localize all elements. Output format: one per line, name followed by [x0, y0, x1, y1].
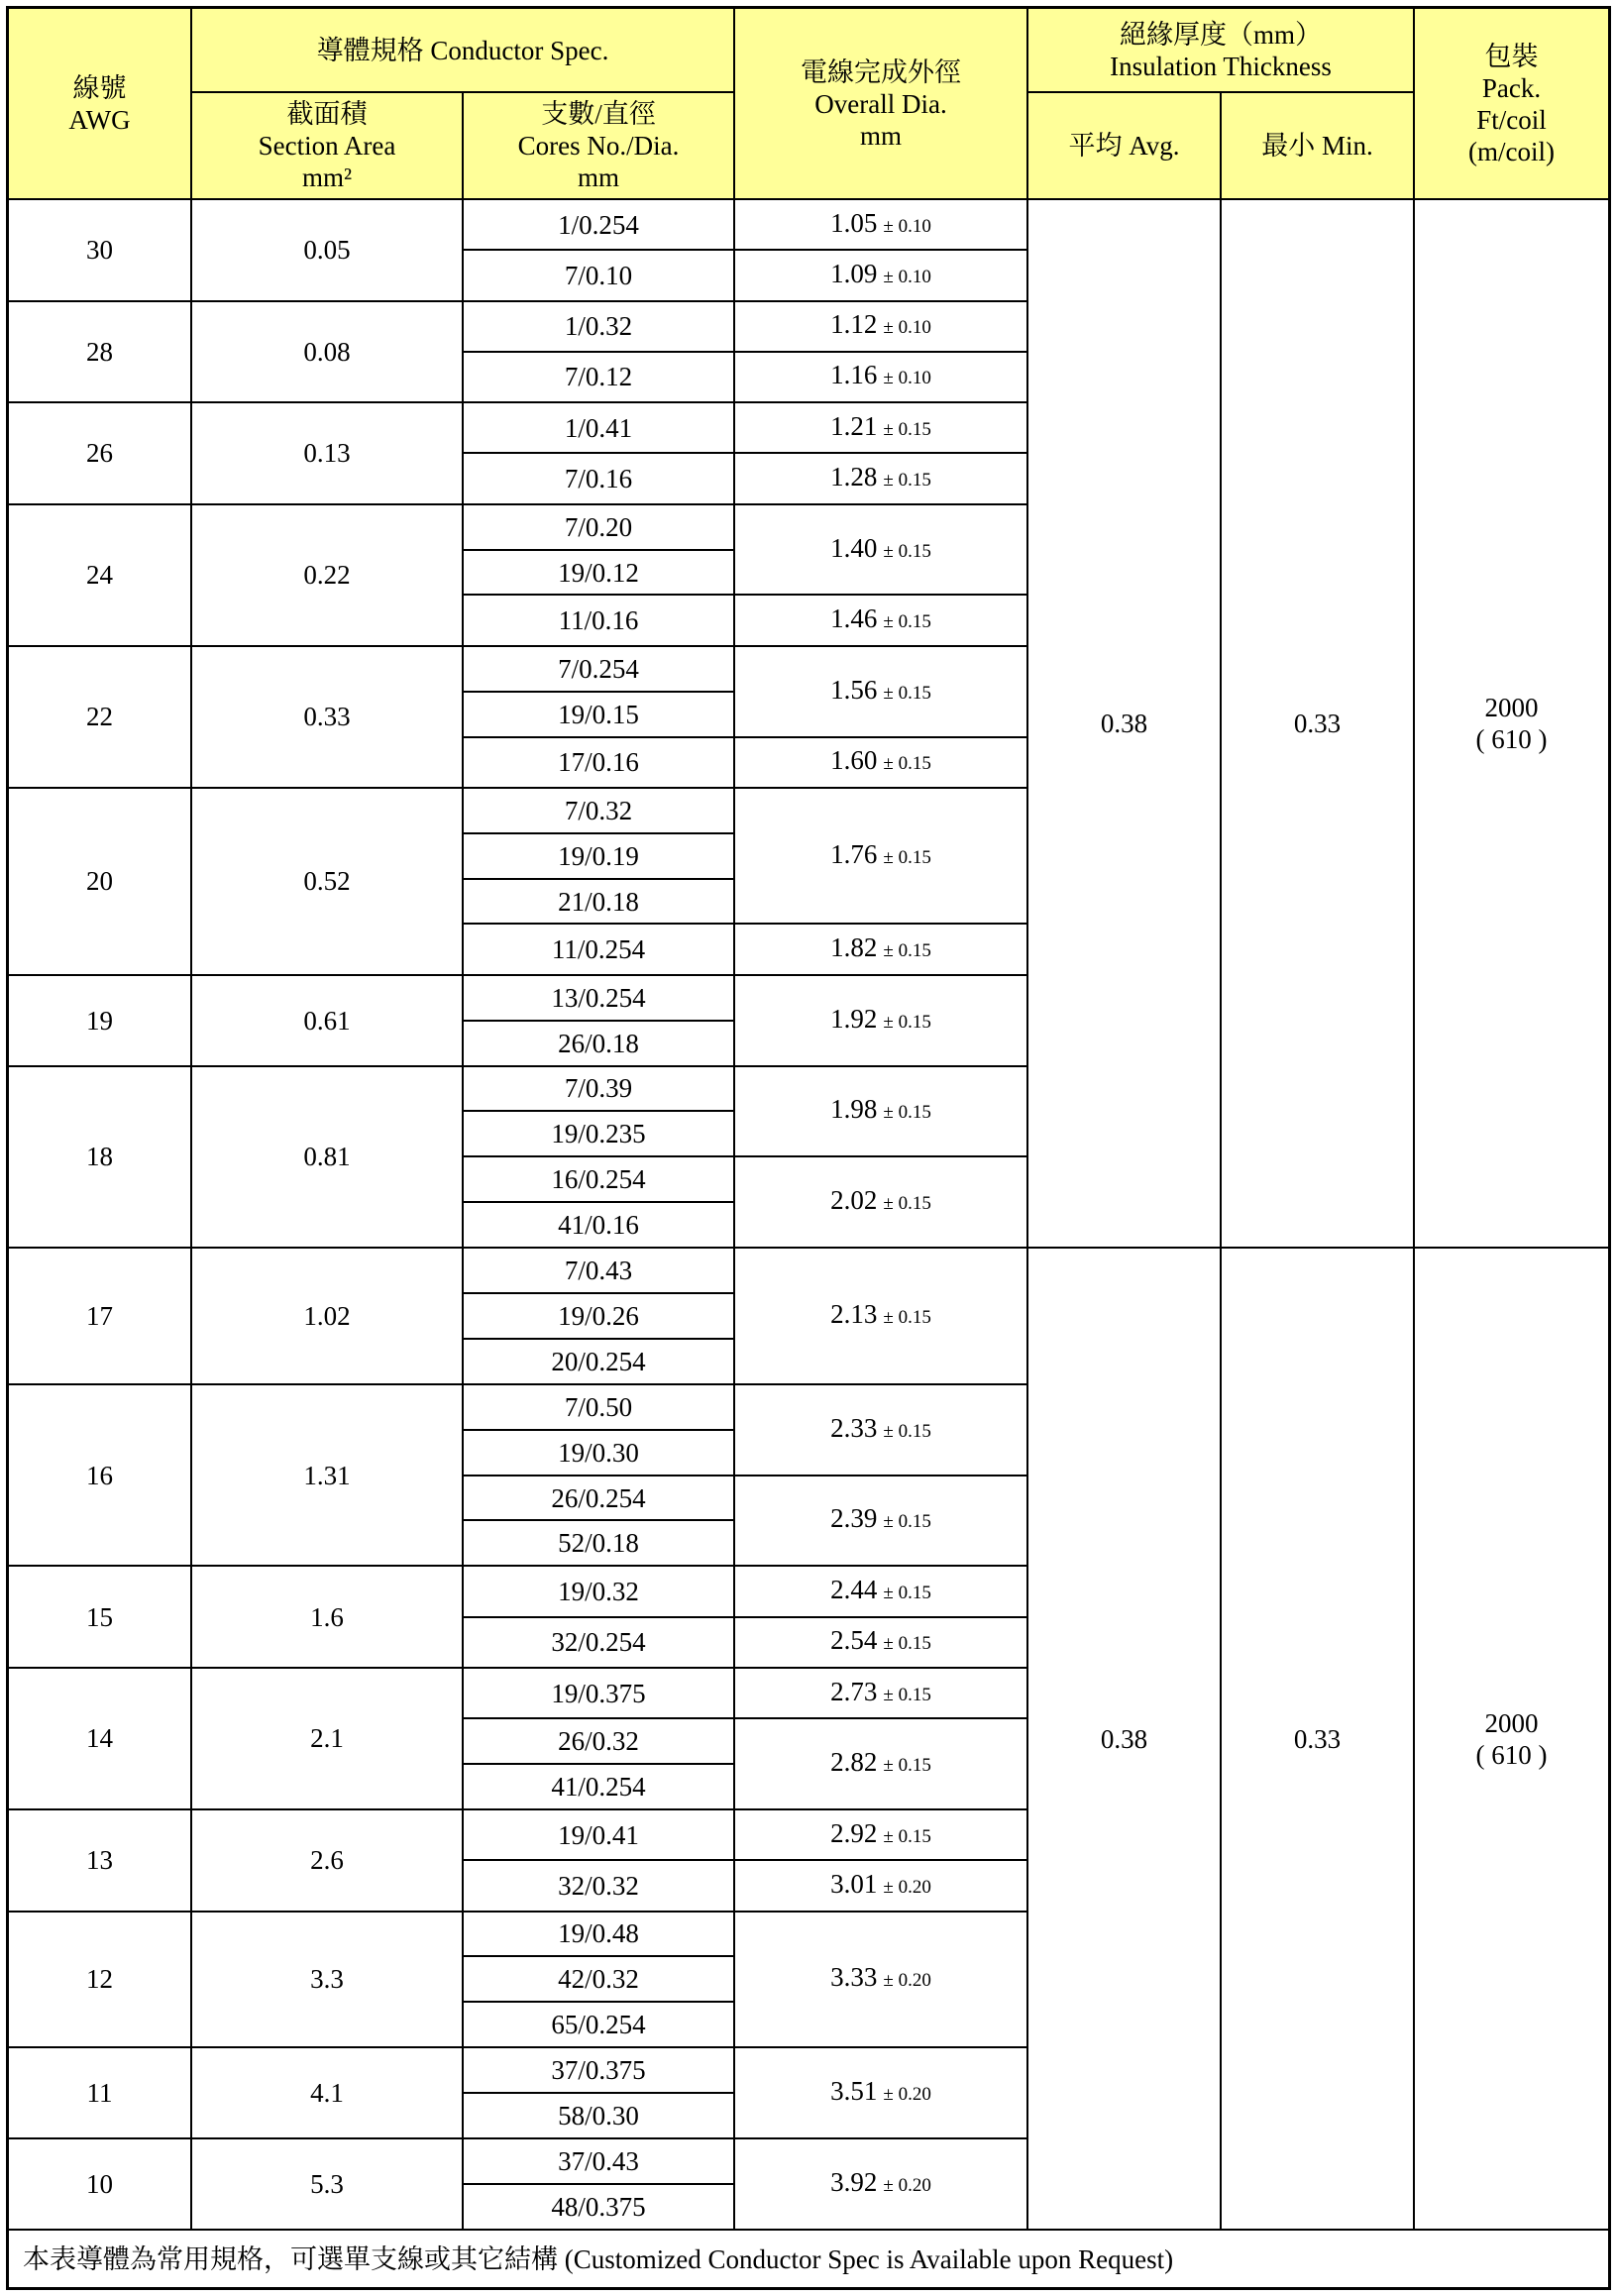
- awg-cell: 20: [9, 788, 191, 975]
- overall-dia-cell: [734, 788, 1027, 925]
- dia-value: 1.16: [830, 360, 878, 390]
- pack-line: 2000: [1484, 1707, 1539, 1738]
- overall-dia-cell: [734, 2138, 1027, 2230]
- dia-tolerance: ± 0.15: [883, 1633, 931, 1655]
- dia-value: 2.02: [830, 1185, 878, 1216]
- dia-tolerance: ± 0.10: [883, 266, 931, 287]
- dia-value: 3.92: [830, 2166, 878, 2197]
- dia-value: 1.05: [830, 207, 878, 238]
- spec-sheet: [6, 6, 1611, 2290]
- cores-cell: 42/0.32: [463, 1956, 734, 2002]
- overall-dia-cell: [734, 1912, 1027, 2048]
- cores-cell: 37/0.375: [463, 2047, 734, 2093]
- dia-tolerance: ± 0.10: [883, 368, 931, 389]
- dia-value: 1.12: [830, 309, 878, 340]
- overall-dia-cell: [734, 199, 1027, 250]
- section-area-cell: 0.33: [191, 646, 463, 788]
- dia-value: 1.40: [830, 532, 878, 563]
- cores-cell: 32/0.254: [463, 1617, 734, 1668]
- section-area-cell: 0.81: [191, 1066, 463, 1249]
- dia-tolerance: ± 0.15: [883, 846, 931, 868]
- header-cores: 支數/直徑 Cores No./Dia. mm: [463, 92, 734, 199]
- dia-tolerance: ± 0.15: [883, 540, 931, 562]
- overall-dia-cell: [734, 352, 1027, 402]
- cores-cell: 19/0.30: [463, 1430, 734, 1476]
- overall-dia-cell: [734, 301, 1027, 352]
- dia-tolerance: ± 0.20: [883, 2084, 931, 2106]
- cores-cell: 21/0.18: [463, 879, 734, 925]
- cores-cell: 1/0.41: [463, 402, 734, 453]
- awg-cell: 11: [9, 2047, 191, 2138]
- pack-line: ( 610 ): [1475, 1739, 1548, 1770]
- overall-dia-cell: [734, 1566, 1027, 1616]
- dia-tolerance: ± 0.15: [883, 611, 931, 633]
- cores-cell: 32/0.32: [463, 1860, 734, 1911]
- dia-tolerance: ± 0.15: [883, 1011, 931, 1033]
- cores-cell: 7/0.10: [463, 250, 734, 300]
- cores-cell: 19/0.15: [463, 692, 734, 737]
- overall-dia-cell: [734, 1156, 1027, 1248]
- pack-line: ( 610 ): [1475, 724, 1548, 755]
- dia-value: 1.28: [830, 462, 878, 492]
- insulation-min-cell: 0.33: [1221, 199, 1414, 1248]
- section-area-cell: 5.3: [191, 2138, 463, 2230]
- cores-cell: 7/0.20: [463, 504, 734, 550]
- dia-value: 2.33: [830, 1412, 878, 1443]
- cores-cell: 20/0.254: [463, 1339, 734, 1384]
- cores-cell: 16/0.254: [463, 1156, 734, 1202]
- awg-cell: 28: [9, 301, 191, 403]
- awg-cell: 26: [9, 402, 191, 504]
- section-area-cell: 1.6: [191, 1566, 463, 1668]
- cores-cell: 19/0.235: [463, 1111, 734, 1156]
- section-area-cell: 0.61: [191, 975, 463, 1066]
- dia-value: 1.56: [830, 674, 878, 705]
- dia-value: 2.82: [830, 1747, 878, 1778]
- section-area-cell: 0.05: [191, 199, 463, 301]
- cores-cell: 65/0.254: [463, 2002, 734, 2047]
- overall-dia-cell: [734, 1066, 1027, 1157]
- cores-cell: 41/0.16: [463, 1202, 734, 1248]
- dia-tolerance: ± 0.15: [883, 1825, 931, 1847]
- cores-cell: 7/0.12: [463, 352, 734, 402]
- table-row: [9, 199, 1608, 250]
- table-row: [9, 1248, 1608, 1293]
- cores-cell: 19/0.12: [463, 550, 734, 596]
- section-area-cell: 0.08: [191, 301, 463, 403]
- dia-value: 1.46: [830, 603, 878, 634]
- overall-dia-cell: [734, 1384, 1027, 1476]
- insulation-avg-cell: 0.38: [1027, 199, 1221, 1248]
- dia-value: 3.51: [830, 2076, 878, 2107]
- overall-dia-cell: [734, 1476, 1027, 1567]
- overall-dia-cell: [734, 1668, 1027, 1718]
- dia-value: 2.73: [830, 1676, 878, 1706]
- dia-value: 2.54: [830, 1625, 878, 1656]
- dia-tolerance: ± 0.15: [883, 682, 931, 704]
- dia-tolerance: ± 0.20: [883, 1876, 931, 1898]
- pack-cell: [1414, 199, 1608, 1248]
- overall-dia-cell: [734, 646, 1027, 737]
- cores-cell: 19/0.19: [463, 833, 734, 879]
- awg-cell: 18: [9, 1066, 191, 1249]
- section-area-cell: 0.22: [191, 504, 463, 646]
- dia-value: 2.39: [830, 1503, 878, 1534]
- dia-tolerance: ± 0.15: [883, 1306, 931, 1328]
- cores-cell: 26/0.32: [463, 1718, 734, 1764]
- dia-tolerance: ± 0.15: [883, 1684, 931, 1705]
- cores-cell: 26/0.18: [463, 1021, 734, 1066]
- dia-value: 1.92: [830, 1003, 878, 1034]
- dia-value: 1.09: [830, 258, 878, 288]
- cores-cell: 11/0.254: [463, 924, 734, 974]
- awg-cell: 22: [9, 646, 191, 788]
- dia-tolerance: ± 0.15: [883, 1102, 931, 1124]
- header-section-area: 截面積 Section Area mm²: [191, 92, 463, 199]
- header-overall-dia: 電線完成外徑 Overall Dia. mm: [734, 9, 1027, 199]
- section-area-cell: 1.02: [191, 1248, 463, 1384]
- dia-tolerance: ± 0.10: [883, 317, 931, 339]
- section-area-cell: 0.52: [191, 788, 463, 975]
- awg-cell: 24: [9, 504, 191, 646]
- dia-tolerance: ± 0.10: [883, 215, 931, 237]
- cores-cell: 19/0.375: [463, 1668, 734, 1718]
- dia-value: 3.33: [830, 1962, 878, 1993]
- cores-cell: 26/0.254: [463, 1476, 734, 1521]
- section-area-cell: 0.13: [191, 402, 463, 504]
- dia-tolerance: ± 0.15: [883, 1582, 931, 1603]
- cores-cell: 19/0.41: [463, 1809, 734, 1860]
- header-awg: 線號 AWG: [9, 9, 191, 199]
- dia-value: 2.92: [830, 1817, 878, 1848]
- awg-cell: 13: [9, 1809, 191, 1912]
- cores-cell: 7/0.43: [463, 1248, 734, 1293]
- cores-cell: 7/0.32: [463, 788, 734, 833]
- dia-value: 1.76: [830, 838, 878, 869]
- overall-dia-cell: [734, 924, 1027, 974]
- awg-cell: 17: [9, 1248, 191, 1384]
- conductor-spec-table: [9, 9, 1608, 2231]
- header-insulation-thickness: 絕緣厚度（mm） Insulation Thickness: [1027, 9, 1414, 92]
- insulation-avg-cell: 0.38: [1027, 1248, 1221, 2230]
- awg-cell: 15: [9, 1566, 191, 1668]
- awg-cell: 10: [9, 2138, 191, 2230]
- overall-dia-cell: [734, 1809, 1027, 1860]
- dia-tolerance: ± 0.15: [883, 418, 931, 440]
- section-area-cell: 3.3: [191, 1912, 463, 2048]
- pack-line: 2000: [1484, 693, 1539, 723]
- dia-tolerance: ± 0.15: [883, 753, 931, 775]
- dia-tolerance: ± 0.15: [883, 1755, 931, 1777]
- pack-cell: [1414, 1248, 1608, 2230]
- dia-value: 3.01: [830, 1868, 878, 1899]
- dia-tolerance: ± 0.15: [883, 1193, 931, 1215]
- cores-cell: 7/0.254: [463, 646, 734, 692]
- dia-tolerance: ± 0.15: [883, 470, 931, 492]
- header-insulation-avg: 平均 Avg.: [1027, 92, 1221, 199]
- insulation-min-cell: 0.33: [1221, 1248, 1414, 2230]
- cores-cell: 37/0.43: [463, 2138, 734, 2184]
- cores-cell: 48/0.375: [463, 2184, 734, 2230]
- cores-cell: 58/0.30: [463, 2093, 734, 2138]
- cores-cell: 1/0.254: [463, 199, 734, 250]
- cores-cell: 19/0.26: [463, 1293, 734, 1339]
- overall-dia-cell: [734, 250, 1027, 300]
- dia-tolerance: ± 0.20: [883, 2174, 931, 2196]
- cores-cell: 7/0.16: [463, 453, 734, 503]
- dia-value: 1.82: [830, 932, 878, 963]
- cores-cell: 7/0.39: [463, 1066, 734, 1112]
- section-area-cell: 1.31: [191, 1384, 463, 1567]
- cores-cell: 11/0.16: [463, 595, 734, 645]
- cores-cell: 19/0.32: [463, 1566, 734, 1616]
- overall-dia-cell: [734, 1718, 1027, 1809]
- overall-dia-cell: [734, 2047, 1027, 2138]
- cores-cell: 19/0.48: [463, 1912, 734, 1957]
- footnote: 本表導體為常用規格，可選單支線或其它結構 (Customized Conductor Spec is Available upon Request): [23, 2244, 1174, 2274]
- dia-tolerance: ± 0.20: [883, 1970, 931, 1992]
- awg-cell: 14: [9, 1668, 191, 1809]
- cores-cell: 17/0.16: [463, 737, 734, 788]
- cores-cell: 13/0.254: [463, 975, 734, 1021]
- dia-tolerance: ± 0.15: [883, 1511, 931, 1533]
- overall-dia-cell: [734, 595, 1027, 645]
- section-area-cell: 2.1: [191, 1668, 463, 1809]
- section-area-cell: 4.1: [191, 2047, 463, 2138]
- dia-tolerance: ± 0.15: [883, 1420, 931, 1442]
- cores-cell: 7/0.50: [463, 1384, 734, 1430]
- overall-dia-cell: [734, 975, 1027, 1066]
- header-insulation-min: 最小 Min.: [1221, 92, 1414, 199]
- header-conductor-spec: 導體規格 Conductor Spec.: [191, 9, 734, 92]
- overall-dia-cell: [734, 402, 1027, 453]
- cores-cell: 52/0.18: [463, 1520, 734, 1566]
- overall-dia-cell: [734, 1860, 1027, 1911]
- overall-dia-cell: [734, 504, 1027, 596]
- header-pack: 包裝 Pack. Ft/coil (m/coil): [1414, 9, 1608, 199]
- dia-value: 2.44: [830, 1574, 878, 1604]
- dia-value: 1.60: [830, 745, 878, 776]
- dia-value: 1.98: [830, 1094, 878, 1125]
- awg-cell: 19: [9, 975, 191, 1066]
- overall-dia-cell: [734, 453, 1027, 503]
- dia-value: 1.21: [830, 410, 878, 441]
- awg-cell: 16: [9, 1384, 191, 1567]
- overall-dia-cell: [734, 1617, 1027, 1668]
- section-area-cell: 2.6: [191, 1809, 463, 1912]
- table-header: [9, 9, 1608, 199]
- dia-tolerance: ± 0.15: [883, 940, 931, 962]
- awg-cell: 12: [9, 1912, 191, 2048]
- table-body: [9, 199, 1608, 2230]
- awg-cell: 30: [9, 199, 191, 301]
- cores-cell: 41/0.254: [463, 1764, 734, 1809]
- overall-dia-cell: [734, 737, 1027, 788]
- overall-dia-cell: [734, 1248, 1027, 1384]
- cores-cell: 1/0.32: [463, 301, 734, 352]
- dia-value: 2.13: [830, 1298, 878, 1329]
